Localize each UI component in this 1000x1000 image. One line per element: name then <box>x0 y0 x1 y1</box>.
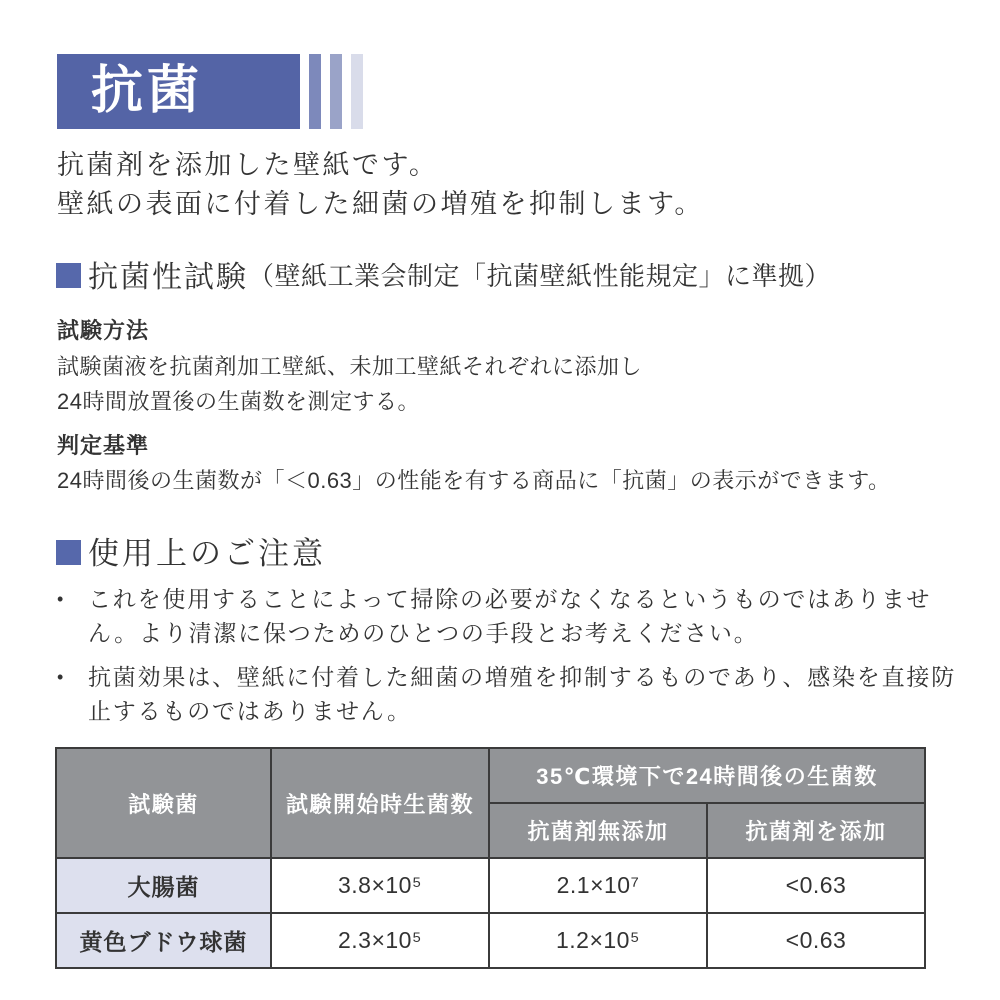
page-title: 抗菌 <box>91 62 204 120</box>
intro-line-2: 壁紙の表面に付着した細菌の増殖を抑制します。 <box>57 189 704 219</box>
section-heading-test <box>56 252 831 296</box>
section-marker-icon <box>56 540 81 565</box>
criteria-line: 24時間後の生菌数が「＜0.63」の性能を有する商品に「抗菌」の表示ができます。 <box>57 468 891 493</box>
title-banner <box>57 54 363 129</box>
table-row <box>56 858 925 913</box>
row-no-agent-count: 1.2×10⁵ <box>489 913 707 968</box>
test-results-table <box>55 747 926 969</box>
list-item <box>57 582 962 650</box>
criteria-heading: 判定基準 <box>57 433 150 458</box>
banner-stripe-icon <box>309 54 321 129</box>
test-method-line-1: 試験菌液を抗菌剤加工壁紙、未加工壁紙それぞれに添加し <box>57 354 643 379</box>
test-method-heading: 試験方法 <box>57 318 150 343</box>
row-no-agent-count: 2.1×10⁷ <box>489 858 707 913</box>
banner-stripe-icon <box>330 54 342 129</box>
bullet-dot-icon: • <box>57 667 64 687</box>
banner-stripe-icon <box>351 54 363 129</box>
caution-bullet-2: 抗菌効果は、壁紙に付着した細菌の増殖を抑制するものであり、感染を直接防止するものではありません。 <box>88 664 956 724</box>
header-cell-with-agent: 抗菌剤を添加 <box>707 803 925 858</box>
caution-bullet-1: これを使用することによって掃除の必要がなくなるというものではありません。より清潔に保つためのひとつの手段とお考えください。 <box>88 586 932 646</box>
intro-line-1: 抗菌剤を添加した壁紙です。 <box>57 150 439 180</box>
row-start-count: 2.3×10⁵ <box>271 913 489 968</box>
intro-paragraph <box>57 146 704 224</box>
row-with-agent-count: <0.63 <box>707 913 925 968</box>
header-cell-bacteria: 試験菌 <box>56 748 271 858</box>
list-item <box>57 660 962 728</box>
title-banner-box <box>57 54 300 129</box>
table-row <box>56 913 925 968</box>
row-with-agent-count: <0.63 <box>707 858 925 913</box>
section-test-title: 抗菌性試験 <box>88 261 248 294</box>
section-heading-caution <box>56 528 326 573</box>
row-start-count: 3.8×10⁵ <box>271 858 489 913</box>
section-test-subtitle: （壁紙工業会制定「抗菌壁紙性能規定」に準拠） <box>248 260 832 291</box>
header-cell-after-24h-group: 35℃環境下で24時間後の生菌数 <box>489 748 925 803</box>
test-method-line-2: 24時間放置後の生菌数を測定する。 <box>57 389 420 414</box>
header-cell-no-agent: 抗菌剤無添加 <box>489 803 707 858</box>
section-marker-icon <box>56 263 81 288</box>
row-bacteria-name: 黄色ブドウ球菌 <box>56 913 271 968</box>
header-cell-start-count: 試験開始時生菌数 <box>271 748 489 858</box>
bullet-dot-icon: • <box>57 589 64 609</box>
section-caution-title: 使用上のご注意 <box>88 536 326 571</box>
caution-list <box>57 582 962 738</box>
row-bacteria-name: 大腸菌 <box>56 858 271 913</box>
